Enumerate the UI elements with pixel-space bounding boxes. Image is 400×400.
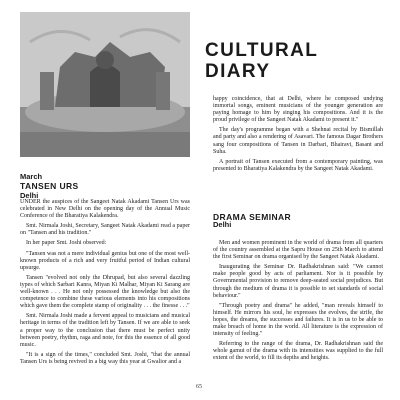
left-paragraph: Tansen "evolved not only the Dhrupad, but also several dazzling types of which Sarbari Kanra, Miyan Ki Malhar, Miyan Ki Sarang are well-known . . . He not only possessed the knowledge but also the competence to combine these various elements into his compositions which gave them the complete stamp of originality . . . the finesse . . ." <box>20 274 190 310</box>
page-title <box>205 40 385 82</box>
right-paragraph: The day's programme began with a Shehnai recital by Bismillah and party and also a rendering of Asavari. The famous Dagar Brothers sang four compositions of Tansen in Darbari, Bhairavi, Basant and Suha. <box>213 127 383 155</box>
page-title-line-1: CULTURAL <box>205 40 319 61</box>
left-paragraph: UNDER the auspices of the Sangeet Natak Akadami Tansen Urs was celebrated in New Delhi on the opening day of the Annual Music Conference of the Bharatiya Kalakendra. <box>20 199 190 220</box>
left-paragraph: In her paper Smt. Joshi observed: <box>26 240 107 247</box>
left-paragraph: "It is a sign of the times," concluded Smt. Joshi, "that the annual Tansen Urs is being revived in a big way this year at Gwalior and a <box>20 351 190 365</box>
left-paragraph: Smt. Nirmala Joshi made a fervent appeal to musicians and musical heritage in terms of the tradition left by Tansen. If we are able to seek a proper way to the conclusion that there must be perfect unity between poetry, rhythm, raga and note, for this the essence of all good music. <box>20 313 190 348</box>
drama-paragraph: Inaugurating the Seminar Dr. Radhakrishnan said: "We cannot make people good by acts of parliament. Nor is it possible by Governmental provision to remove deep-seated social prejudices. But through the medium of drama it is possible to set standards of social behaviour." <box>213 264 383 299</box>
drama-paragraph: Men and women prominent in the world of drama from all quarters of the country assembled at the Sapru House on 25th March to attend the first Seminar on drama organised by the Sangeet Natak Akadami. <box>213 240 383 261</box>
section-heading: TANSEN URS <box>20 181 79 191</box>
tansen-photo <box>20 12 190 157</box>
tansen-photo-illustration <box>20 12 190 157</box>
tansen-urs-heading <box>20 172 190 200</box>
left-paragraph: Smt. Nirmala Joshi, Secretary, Sangeet Natak Akadami read a paper on "Tansen and his tradition." <box>20 223 190 237</box>
drama-section-heading: DRAMA SEMINAR <box>213 212 292 222</box>
right-column-bottom <box>213 240 383 366</box>
drama-paragraph: "Through poetry and drama" he added, "man reveals himself to himself. He mirrors his soul, he expresses the evolves, the strife, the hopes, the dreams, the successes and failures. It is in us to be able to make breach of home in the world. All literature is the expression of intensity of feeling." <box>213 302 383 338</box>
right-column-top <box>213 96 383 176</box>
right-paragraph: happy coincidence, that at Delhi, where he composed undying immortal songs, eminent musicians of the younger generation are paying homage to him by singing his compositions. And it is the proud privilege of the Sangeet Natak Akadami to present it." <box>213 96 383 124</box>
page-number: 65 <box>196 384 202 390</box>
left-column <box>20 199 190 369</box>
drama-section-location: Delhi <box>213 220 232 230</box>
page-title-line-2: DIARY <box>205 61 271 82</box>
drama-paragraph: Referring to the range of the drama, Dr. Radhakrishnan said the whole gamut of the drama with its intensities was supplied to the full extent of the world, to fill its depths and heights. <box>213 341 383 362</box>
right-paragraph: A portrait of Tansen executed from a contemporary painting, was presented to Bharatiya Kalakendra by the Sangeet Natak Akadami. <box>213 158 383 172</box>
month-label: March <box>20 172 43 181</box>
drama-seminar-heading <box>213 214 383 232</box>
left-paragraph: "Tansen was not a mere individual genius but one of the most well-known products of a rich and very fruitful period of Indian cultural upsurge. <box>20 250 190 271</box>
section-location: Delhi <box>20 191 39 200</box>
